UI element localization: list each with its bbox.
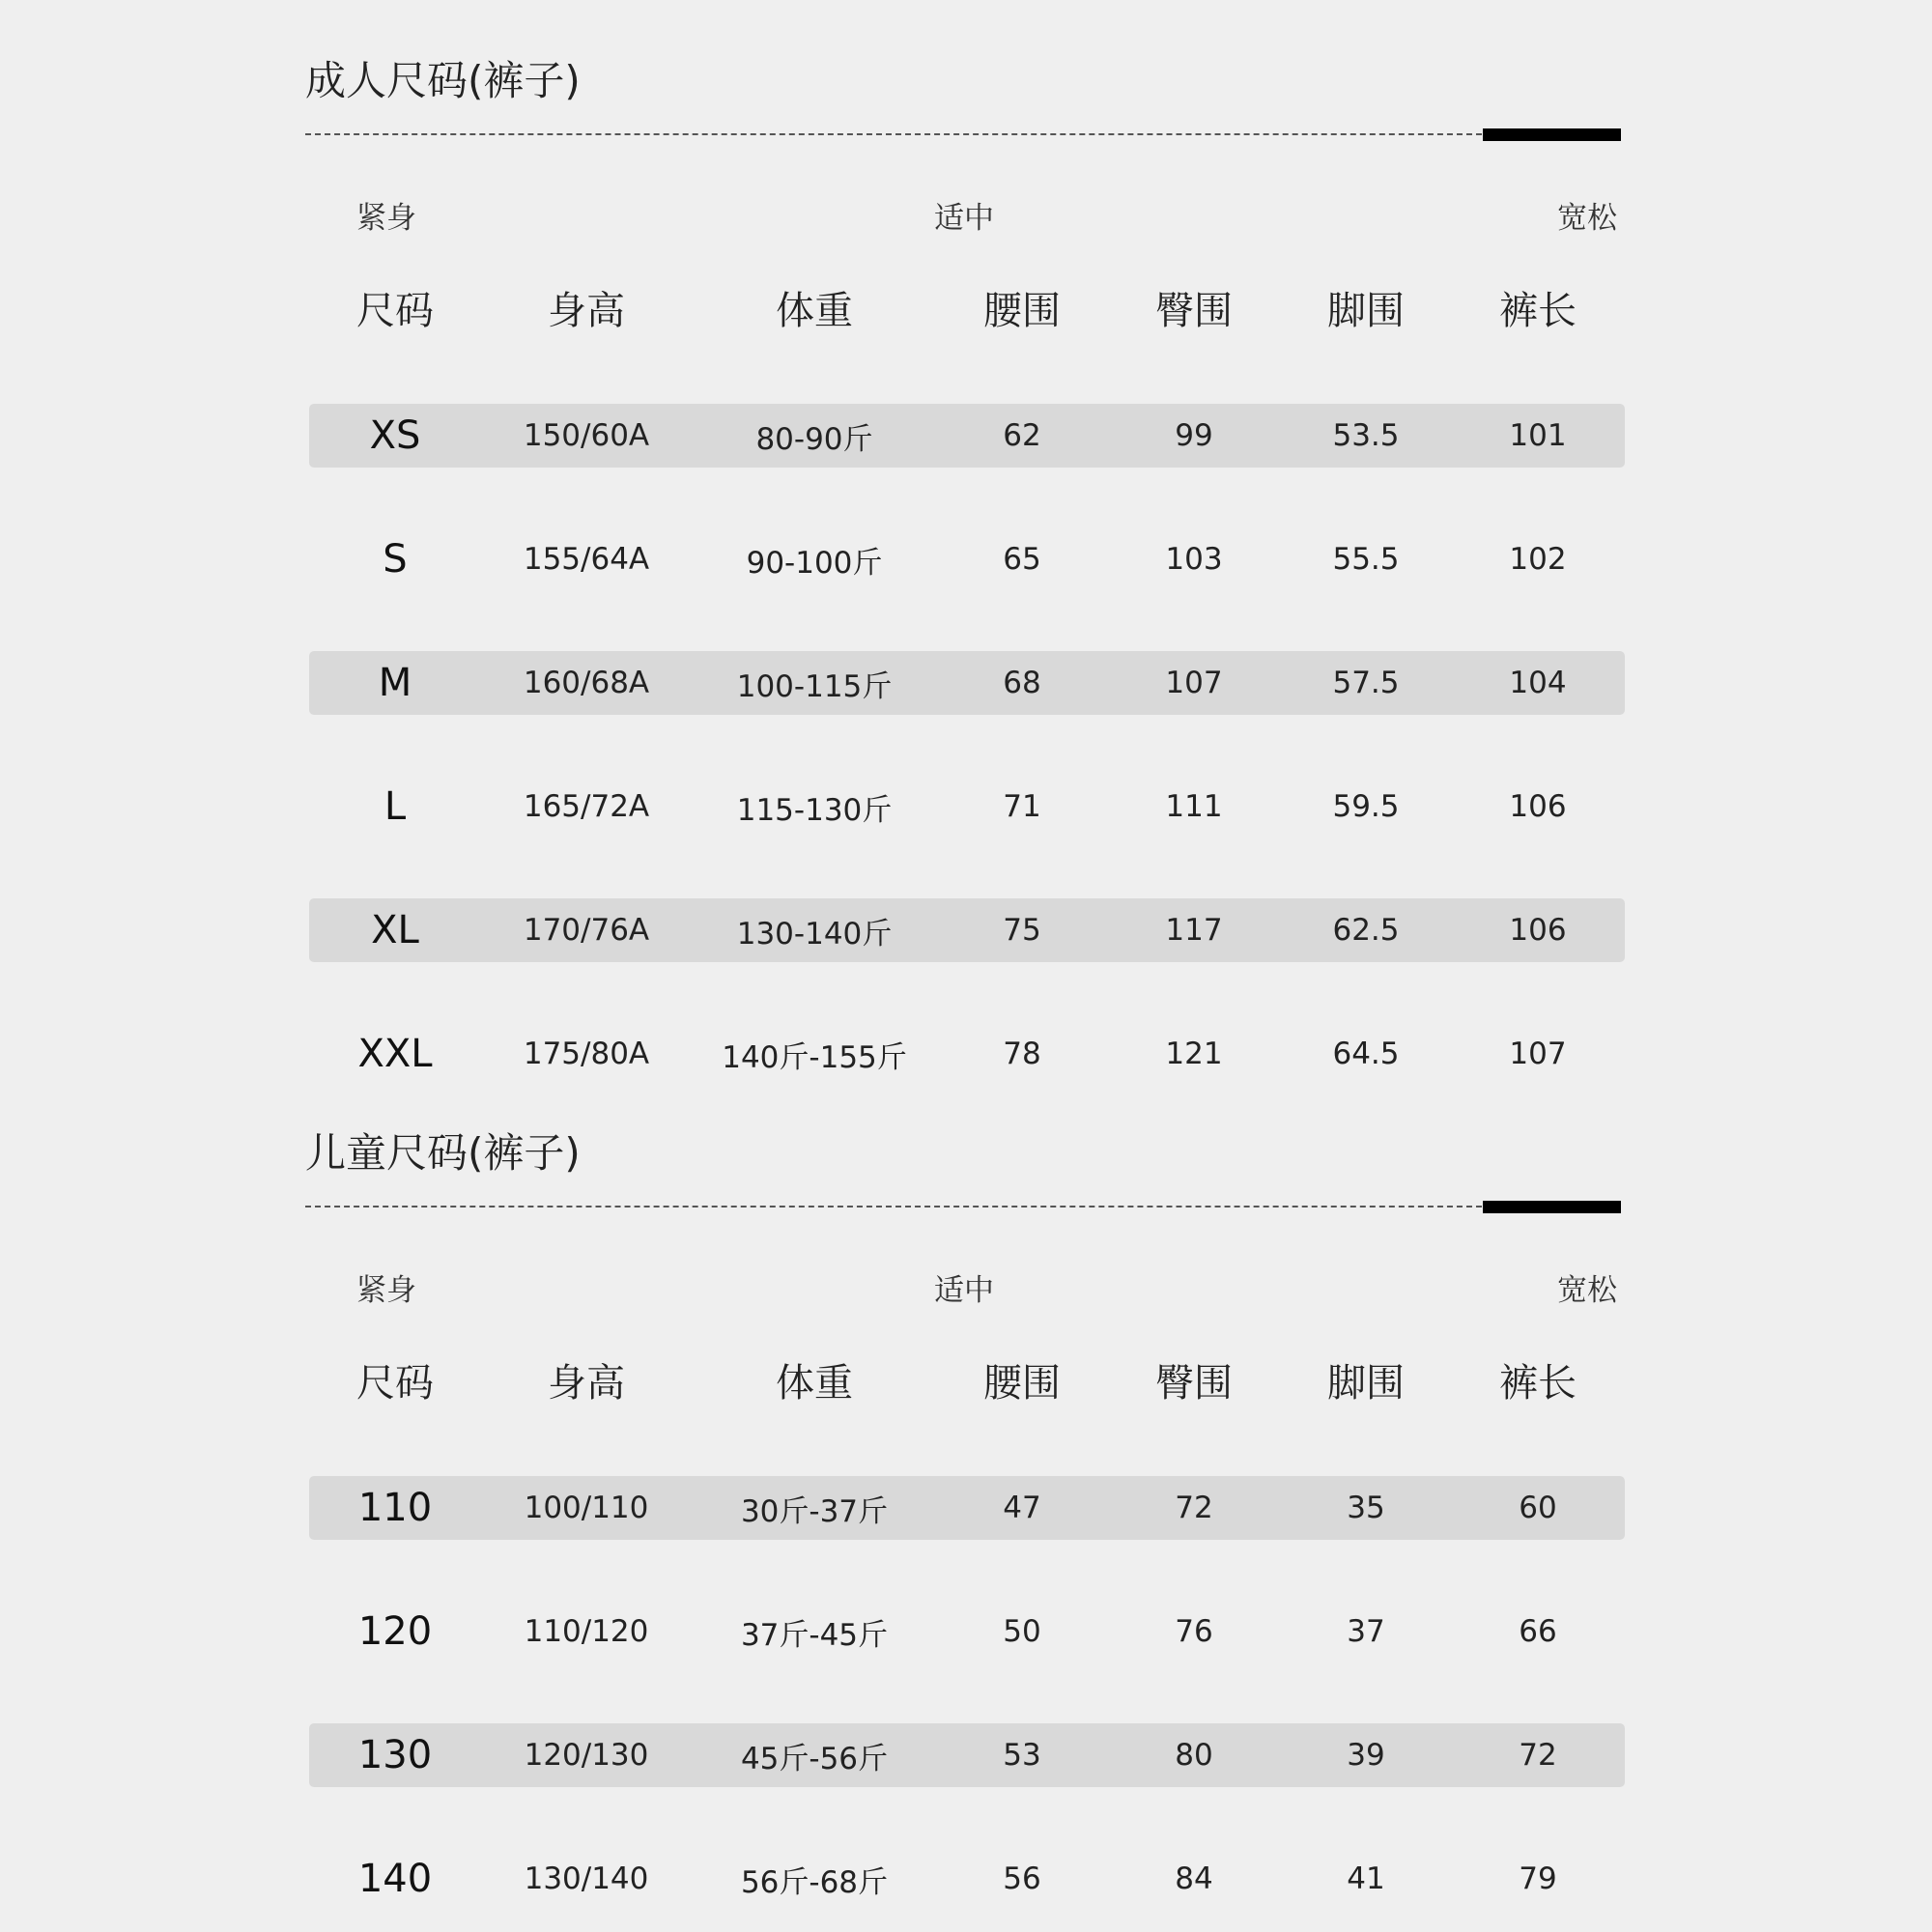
table-row — [309, 1847, 1625, 1911]
waist-cell: 47 — [1003, 1491, 1041, 1525]
hip-cell: 99 — [1175, 418, 1213, 453]
waist-cell: 65 — [1003, 542, 1041, 577]
header-waist: 腰围 — [983, 288, 1061, 333]
height-cell: 175/80A — [523, 1037, 650, 1071]
length-cell: 101 — [1509, 418, 1567, 453]
weight-cell: 45斤-56斤 — [740, 1741, 889, 1776]
length-cell: 106 — [1509, 913, 1567, 948]
hip-cell: 107 — [1165, 666, 1223, 700]
table-row — [309, 1476, 1625, 1540]
dashed-divider — [305, 133, 1482, 135]
size-cell: 120 — [357, 1609, 433, 1654]
header-length: 裤长 — [1499, 1360, 1577, 1406]
header-length: 裤长 — [1499, 288, 1577, 333]
height-cell: 170/76A — [523, 913, 650, 948]
size-cell: 130 — [357, 1733, 433, 1777]
table-row — [309, 651, 1625, 715]
accent-bar — [1483, 1201, 1621, 1213]
size-cell: XL — [371, 908, 419, 952]
ankle-cell: 53.5 — [1332, 418, 1400, 453]
weight-cell: 115-130斤 — [736, 792, 893, 828]
height-cell: 150/60A — [523, 418, 650, 453]
weight-cell: 140斤-155斤 — [722, 1039, 907, 1075]
hip-cell: 72 — [1175, 1491, 1213, 1525]
header-ankle: 脚围 — [1327, 288, 1405, 333]
ankle-cell: 57.5 — [1332, 666, 1400, 700]
table-row — [309, 1600, 1625, 1663]
weight-cell: 80-90斤 — [755, 421, 873, 457]
header-ankle: 脚围 — [1327, 1360, 1405, 1406]
length-cell: 107 — [1509, 1037, 1567, 1071]
dashed-divider — [305, 1206, 1482, 1208]
waist-cell: 78 — [1003, 1037, 1041, 1071]
size-cell: XXL — [357, 1032, 433, 1076]
ankle-cell: 41 — [1347, 1861, 1385, 1896]
height-cell: 160/68A — [523, 666, 650, 700]
accent-bar — [1483, 128, 1621, 141]
waist-cell: 75 — [1003, 913, 1041, 948]
weight-cell: 30斤-37斤 — [740, 1493, 889, 1529]
size-cell: L — [384, 784, 407, 829]
section-title: 儿童尺码(裤子) — [305, 1129, 581, 1177]
ankle-cell: 35 — [1347, 1491, 1385, 1525]
table-header — [305, 278, 1625, 336]
table-row — [309, 1022, 1625, 1086]
fit-label-loose: 宽松 — [1557, 1273, 1617, 1308]
fit-label-tight: 紧身 — [356, 201, 416, 236]
length-cell: 66 — [1519, 1614, 1557, 1649]
height-cell: 120/130 — [524, 1738, 649, 1773]
length-cell: 79 — [1519, 1861, 1557, 1896]
weight-cell: 56斤-68斤 — [740, 1864, 889, 1900]
section-title: 成人尺码(裤子) — [305, 57, 581, 104]
ankle-cell: 64.5 — [1332, 1037, 1400, 1071]
waist-cell: 71 — [1003, 789, 1041, 824]
fit-label-medium: 适中 — [934, 1273, 994, 1308]
size-cell: S — [383, 537, 408, 582]
header-weight: 体重 — [776, 1360, 853, 1406]
height-cell: 155/64A — [523, 542, 650, 577]
header-size: 尺码 — [356, 1360, 434, 1406]
height-cell: 130/140 — [524, 1861, 649, 1896]
hip-cell: 103 — [1165, 542, 1223, 577]
weight-cell: 90-100斤 — [746, 545, 883, 581]
length-cell: 106 — [1509, 789, 1567, 824]
header-size: 尺码 — [356, 288, 434, 333]
hip-cell: 117 — [1165, 913, 1223, 948]
table-row — [309, 1723, 1625, 1787]
size-cell: 110 — [357, 1486, 433, 1530]
weight-cell: 100-115斤 — [736, 668, 893, 704]
header-height: 身高 — [548, 288, 625, 333]
ankle-cell: 37 — [1347, 1614, 1385, 1649]
fit-label-medium: 适中 — [934, 201, 994, 236]
hip-cell: 80 — [1175, 1738, 1213, 1773]
fit-label-tight: 紧身 — [356, 1273, 416, 1308]
fit-label-loose: 宽松 — [1557, 201, 1617, 236]
header-hip: 臀围 — [1155, 1360, 1233, 1406]
table-row — [309, 404, 1625, 468]
hip-cell: 121 — [1165, 1037, 1223, 1071]
weight-cell: 37斤-45斤 — [740, 1617, 889, 1653]
ankle-cell: 39 — [1347, 1738, 1385, 1773]
ankle-cell: 55.5 — [1332, 542, 1400, 577]
hip-cell: 76 — [1175, 1614, 1213, 1649]
length-cell: 60 — [1519, 1491, 1557, 1525]
table-header — [305, 1350, 1625, 1408]
height-cell: 110/120 — [524, 1614, 649, 1649]
size-cell: M — [378, 661, 412, 705]
size-cell: 140 — [357, 1857, 433, 1901]
weight-cell: 130-140斤 — [736, 916, 893, 952]
hip-cell: 84 — [1175, 1861, 1213, 1896]
header-weight: 体重 — [776, 288, 853, 333]
length-cell: 104 — [1509, 666, 1567, 700]
ankle-cell: 62.5 — [1332, 913, 1400, 948]
header-hip: 臀围 — [1155, 288, 1233, 333]
waist-cell: 68 — [1003, 666, 1041, 700]
length-cell: 72 — [1519, 1738, 1557, 1773]
size-cell: XS — [369, 413, 421, 458]
height-cell: 165/72A — [523, 789, 650, 824]
waist-cell: 62 — [1003, 418, 1041, 453]
header-height: 身高 — [548, 1360, 625, 1406]
table-row — [309, 775, 1625, 838]
length-cell: 102 — [1509, 542, 1567, 577]
table-row — [309, 898, 1625, 962]
height-cell: 100/110 — [524, 1491, 649, 1525]
ankle-cell: 59.5 — [1332, 789, 1400, 824]
hip-cell: 111 — [1165, 789, 1223, 824]
header-waist: 腰围 — [983, 1360, 1061, 1406]
waist-cell: 56 — [1003, 1861, 1041, 1896]
waist-cell: 50 — [1003, 1614, 1041, 1649]
table-row — [309, 527, 1625, 591]
waist-cell: 53 — [1003, 1738, 1041, 1773]
